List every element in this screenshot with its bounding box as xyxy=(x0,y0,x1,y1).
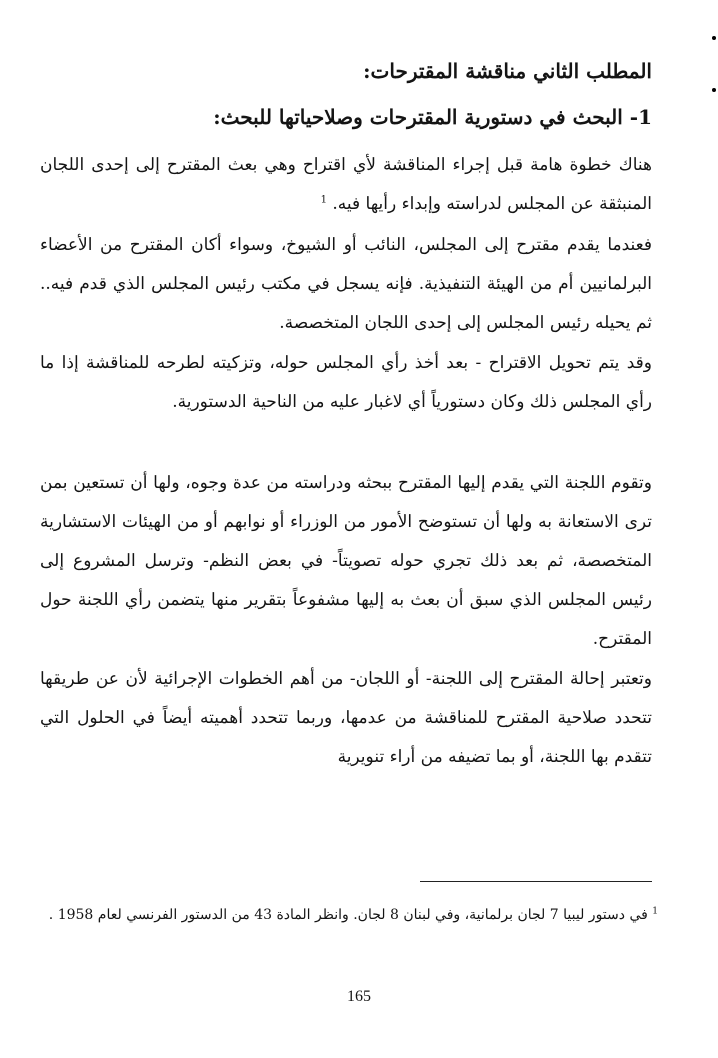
footnote-text: في دستور ليبيا 7 لجان برلمانية، وفي لبنان 8 لجان. وانظر المادة 43 من الدستور الفرنسي لعام 1958 . xyxy=(48,907,648,923)
footnote-divider xyxy=(420,881,652,882)
paragraph-2: فعندما يقدم مقترح إلى المجلس، النائب أو الشيوخ، وسواء أكان المقترح من الأعضاء البرلمانيين أم من الهيئة التنفيذية. فإنه يسجل في مكتب رئيس المجلس الذي قدم فيه.. ثم يحيله رئيس المجلس إلى إحدى اللجان المتخصصة. xyxy=(40,235,652,333)
footnote-reference: 1 xyxy=(320,194,327,206)
page-number: 165 xyxy=(347,988,371,1005)
paragraph-5: وتعتبر إحالة المقترح إلى اللجنة- أو اللجان- من أهم الخطوات الإجرائية لأن عن طريقها تتحدد صلاحية المقترح للمناقشة من عدمها، وربما تتحدد أهميته أيضاً في الحلول التي تتقدم بها اللجنة، أو بما تضيفه من أراء تنويرية xyxy=(40,669,652,767)
footnote-marker: 1 xyxy=(652,906,658,917)
section-title: المطلب الثاني مناقشة المقترحات: xyxy=(363,59,652,83)
paragraph-4: وتقوم اللجنة التي يقدم إليها المقترح ببحثه ودراسته من عدة وجوه، ولها أن تستعين بمن ترى الاستعانة به ولها أن تستوضح الأمور من الوزراء أو نوابهم أو من الهيئات الاستشارية المتخصصة، ثم بعد ذلك تجري حوله تصويتاً- في بعض النظم- وترسل المشروع إلى رئيس المجلس الذي سبق أن بعث به إليها مشفوعاً بتقرير منها يتضمن رأي اللجنة حول المقترح. xyxy=(40,473,652,649)
paragraph-3: وقد يتم تحويل الاقتراح - بعد أخذ رأي المجلس حوله، وتزكيته لطرحه للمناقشة إذا ما رأي المجلس ذلك وكان دستورياً أي لاغبار عليه من الناحية الدستورية. xyxy=(40,353,652,412)
scan-speck xyxy=(712,36,716,40)
subsection-title: 1- البحث في دستورية المقترحات وصلاحياتها للبحث: xyxy=(213,105,652,129)
paragraph-1 xyxy=(40,146,652,224)
paragraph-text: هناك خطوة هامة قبل إجراء المناقشة لأي اقتراح وهي بعث المقترح إلى إحدى اللجان المنبثقة عن المجلس لدراسته وإبداء رأيها فيه. xyxy=(40,155,652,214)
footnote xyxy=(40,898,658,932)
scan-speck xyxy=(712,88,716,92)
